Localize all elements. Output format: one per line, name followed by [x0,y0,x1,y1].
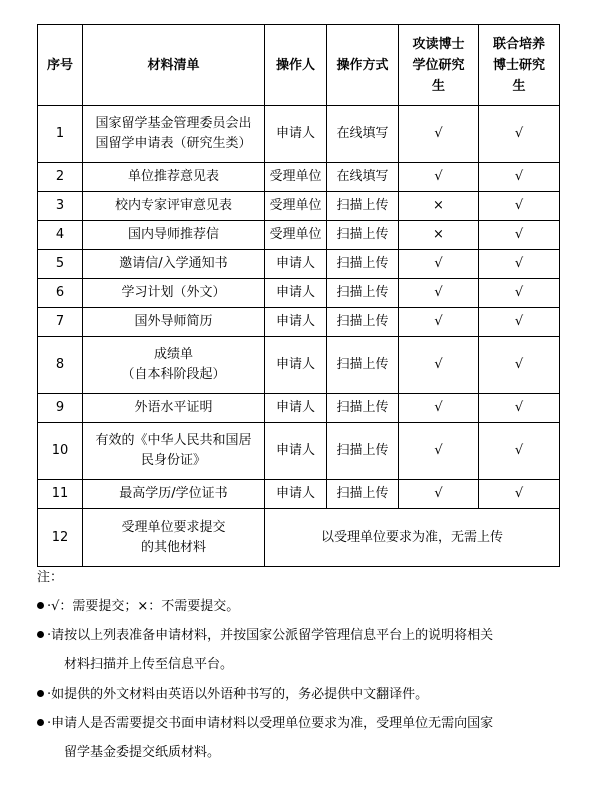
phd-cell: × [399,192,479,221]
row-number-cell: 7 [38,308,83,337]
table-row [38,221,560,250]
row-number-cell: 8 [38,337,83,394]
material-line: 国家留学基金管理委员会出 [95,116,252,131]
operator-cell: 受理单位 [265,221,327,250]
material-cell [83,163,265,192]
material-cell [83,337,265,394]
row-number-cell: 9 [38,394,83,423]
row-number-cell: 11 [38,480,83,509]
table-row [38,106,560,163]
joint-cell: √ [479,308,560,337]
method-cell: 扫描上传 [327,337,399,394]
material-cell [83,221,265,250]
method-cell: 在线填写 [327,163,399,192]
table-row [38,337,560,394]
material-cell [83,106,265,163]
method-cell: 扫描上传 [327,423,399,480]
material-cell [83,423,265,480]
phd-cell: √ [399,308,479,337]
table-row [38,480,560,509]
header-cell: 操作人 [265,25,327,106]
phd-cell: √ [399,480,479,509]
material-line: 最高学历/学位证书 [119,486,228,501]
header-cell: 攻读博士学位研究生 [399,25,479,106]
joint-cell: √ [479,337,560,394]
phd-cell: √ [399,337,479,394]
note-item [37,709,493,738]
bullet-icon [37,719,44,726]
table-row [38,423,560,480]
joint-cell: √ [479,480,560,509]
operator-cell: 申请人 [265,423,327,480]
note-text-continued: 留学基金委提交纸质材料。 [64,745,221,760]
joint-cell: √ [479,106,560,163]
method-cell: 扫描上传 [327,250,399,279]
material-line: （自本科阶段起） [121,367,226,382]
header-cell: 材料清单 [83,25,265,106]
materials-table [37,24,560,567]
phd-cell: √ [399,423,479,480]
note-text: ·√：需要提交；×：不需要提交。 [47,599,240,614]
notes-title: 注： [37,570,64,585]
joint-cell: √ [479,192,560,221]
operator-cell: 受理单位 [265,192,327,221]
header-cell: 联合培养博士研究生 [479,25,560,106]
material-line: 民身份证》 [140,453,206,468]
joint-cell: √ [479,423,560,480]
operator-cell: 申请人 [265,279,327,308]
material-cell [83,394,265,423]
table-row [38,192,560,221]
operator-cell: 申请人 [265,337,327,394]
material-line: 外语水平证明 [134,400,213,415]
header-cell: 操作方式 [327,25,399,106]
bullet-icon [37,631,44,638]
material-cell [83,480,265,509]
method-cell: 扫描上传 [327,394,399,423]
table-row [38,509,560,567]
operator-cell: 申请人 [265,308,327,337]
note-item [37,592,239,621]
operator-cell: 申请人 [265,106,327,163]
material-line: 邀请信/入学通知书 [119,256,228,271]
row-number-cell: 2 [38,163,83,192]
table-row [38,163,560,192]
method-cell: 扫描上传 [327,480,399,509]
row-number-cell: 12 [38,509,83,567]
row-number-cell: 1 [38,106,83,163]
note-item [37,680,428,709]
joint-cell: √ [479,250,560,279]
operator-cell: 受理单位 [265,163,327,192]
operator-cell: 申请人 [265,250,327,279]
row-number-cell: 5 [38,250,83,279]
operator-cell: 申请人 [265,394,327,423]
note-text-continued: 材料扫描并上传至信息平台。 [64,657,234,672]
material-line: 学习计划（外文） [121,285,226,300]
note-text: ·请按以上列表准备申请材料，并按国家公派留学管理信息平台上的说明将相关 [47,628,494,643]
material-line: 国外导师简历 [134,314,213,329]
joint-cell: √ [479,221,560,250]
material-line: 国留学申请表（研究生类） [95,136,252,151]
row-number-cell: 6 [38,279,83,308]
note-text: ·如提供的外文材料由英语以外语种书写的，务必提供中文翻译件。 [47,687,429,702]
operator-cell: 申请人 [265,480,327,509]
phd-cell: √ [399,279,479,308]
material-line: 有效的《中华人民共和国居 [95,433,252,448]
phd-cell: √ [399,163,479,192]
phd-cell: × [399,221,479,250]
table-row [38,308,560,337]
material-cell [83,250,265,279]
phd-cell: √ [399,394,479,423]
material-line: 的其他材料 [140,539,206,555]
header-cell: 序号 [38,25,83,106]
method-cell: 扫描上传 [327,221,399,250]
table-row [38,250,560,279]
method-cell: 扫描上传 [327,192,399,221]
note-text: ·申请人是否需要提交书面申请材料以受理单位要求为准，受理单位无需向国家 [47,716,494,731]
note-item [37,621,493,650]
material-line: 国内导师推荐信 [127,227,219,242]
material-cell [83,279,265,308]
merged-requirement-cell: 以受理单位要求为准，无需上传 [265,509,560,567]
phd-cell: √ [399,250,479,279]
table-row [38,279,560,308]
table-row [38,394,560,423]
material-line: 校内专家评审意见表 [114,198,232,213]
material-cell [83,308,265,337]
table-header-row [38,25,560,106]
material-line: 受理单位要求提交 [121,519,226,535]
method-cell: 扫描上传 [327,279,399,308]
joint-cell: √ [479,394,560,423]
material-line: 单位推荐意见表 [127,169,219,184]
joint-cell: √ [479,163,560,192]
material-line: 成绩单 [153,347,193,362]
row-number-cell: 3 [38,192,83,221]
material-cell [83,509,265,567]
bullet-icon [37,690,44,697]
material-cell [83,192,265,221]
row-number-cell: 10 [38,423,83,480]
phd-cell: √ [399,106,479,163]
method-cell: 在线填写 [327,106,399,163]
method-cell: 扫描上传 [327,308,399,337]
row-number-cell: 4 [38,221,83,250]
bullet-icon [37,602,44,609]
joint-cell: √ [479,279,560,308]
